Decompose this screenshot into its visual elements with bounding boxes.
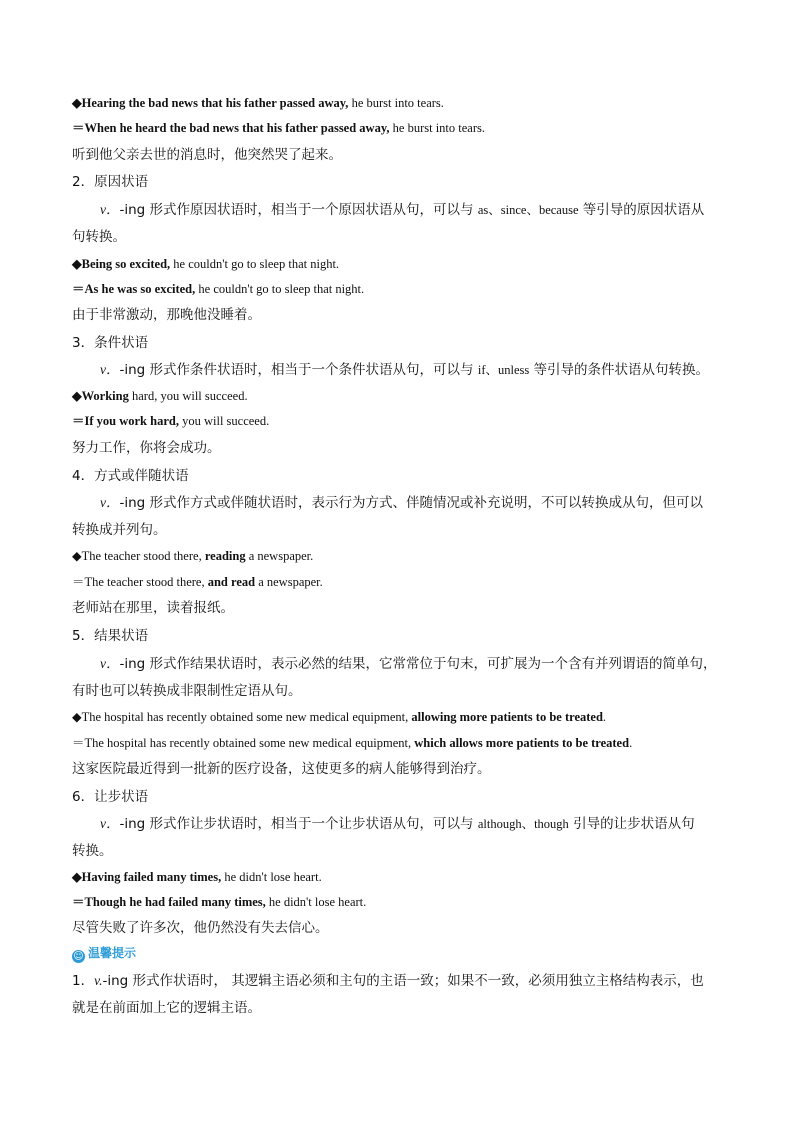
section-2-title: 2．原因状语 [72,174,149,190]
smile-icon: ☺ [73,951,84,962]
tip-heading: ☺ 温馨提示 [73,946,137,962]
section-6-desc-line2: 转换。 [72,843,113,859]
section-4-desc-line2: 转换成并列句。 [72,522,167,538]
section-3-desc: v．-ing 形式作条件状语时，相当于一个条件状语从句，可以与 if、unless 等引导的条件状语从句转换。 [100,362,710,378]
example-1-original: ◆Hearing the bad news that his father passed away, he burst into tears. [72,96,444,110]
example-6-translation: 尽管失败了许多次，他仍然没有失去信心。 [72,920,329,936]
section-4-title: 4．方式或伴随状语 [72,468,189,484]
example-4-translation: 老师站在那里，读着报纸。 [72,600,234,616]
example-4-original: ◆The teacher stood there, reading a newspaper. [72,549,314,563]
example-5-equivalent: ＝The hospital has recently obtained some new medical equipment, which allows more patients to be treated. [72,736,633,750]
section-6-desc-line1: v．-ing 形式作让步状语时，相当于一个让步状语从句，可以与 although、though 引导的让步状语从句 [100,816,695,832]
section-5-title: 5．结果状语 [72,628,149,644]
section-6-title: 6．让步状语 [72,789,149,805]
example-4-equivalent: ＝The teacher stood there, and read a newspaper. [72,575,323,589]
example-2-original: ◆Being so excited, he couldn't go to sleep that night. [72,257,340,271]
section-2-desc-line1: v．-ing 形式作原因状语时，相当于一个原因状语从句，可以与 as、since、because 等引导的原因状语从 [100,202,705,218]
example-1-translation: 听到他父亲去世的消息时，他突然哭了起来。 [72,147,342,163]
example-2-equivalent: ＝As he was so excited, he couldn't go to sleep that night. [72,282,365,296]
example-3-equivalent: ＝If you work hard, you will succeed. [72,414,270,428]
example-2-translation: 由于非常激动，那晚他没睡着。 [72,307,261,323]
example-6-original: ◆Having failed many times, he didn't lose heart. [72,870,322,884]
section-3-title: 3．条件状语 [72,335,149,351]
example-5-original: ◆The hospital has recently obtained some new medical equipment, allowing more patients to be treated. [72,710,607,724]
section-4-desc-line1: v．-ing 形式作方式或伴随状语时，表示行为方式、伴随情况或补充说明，不可以转换成从句，但可以 [100,495,704,511]
example-1-equivalent: ＝When he heard the bad news that his father passed away, he burst into tears. [72,121,485,135]
example-3-translation: 努力工作，你将会成功。 [72,440,221,456]
tip-line2: 就是在前面加上它的逻辑主语。 [72,1000,261,1016]
section-5-desc-line2: 有时也可以转换成非限制性定语从句。 [72,683,302,699]
section-5-desc-line1: v．-ing 形式作结果状语时，表示必然的结果，它常常位于句末，可扩展为一个含有并列谓语的简单句， [100,656,717,672]
section-2-desc-line2: 句转换。 [72,229,126,245]
tip-line1: 1．v.-ing 形式作状语时， 其逻辑主语必须和主句的主语一致；如果不一致，必须用独立主格结构表示，也 [72,973,704,989]
example-5-translation: 这家医院最近得到一批新的医疗设备，这使更多的病人能够得到治疗。 [72,761,491,777]
example-6-equivalent: ＝Though he had failed many times, he didn't lose heart. [72,895,367,909]
example-3-original: ◆Working hard, you will succeed. [72,389,248,403]
